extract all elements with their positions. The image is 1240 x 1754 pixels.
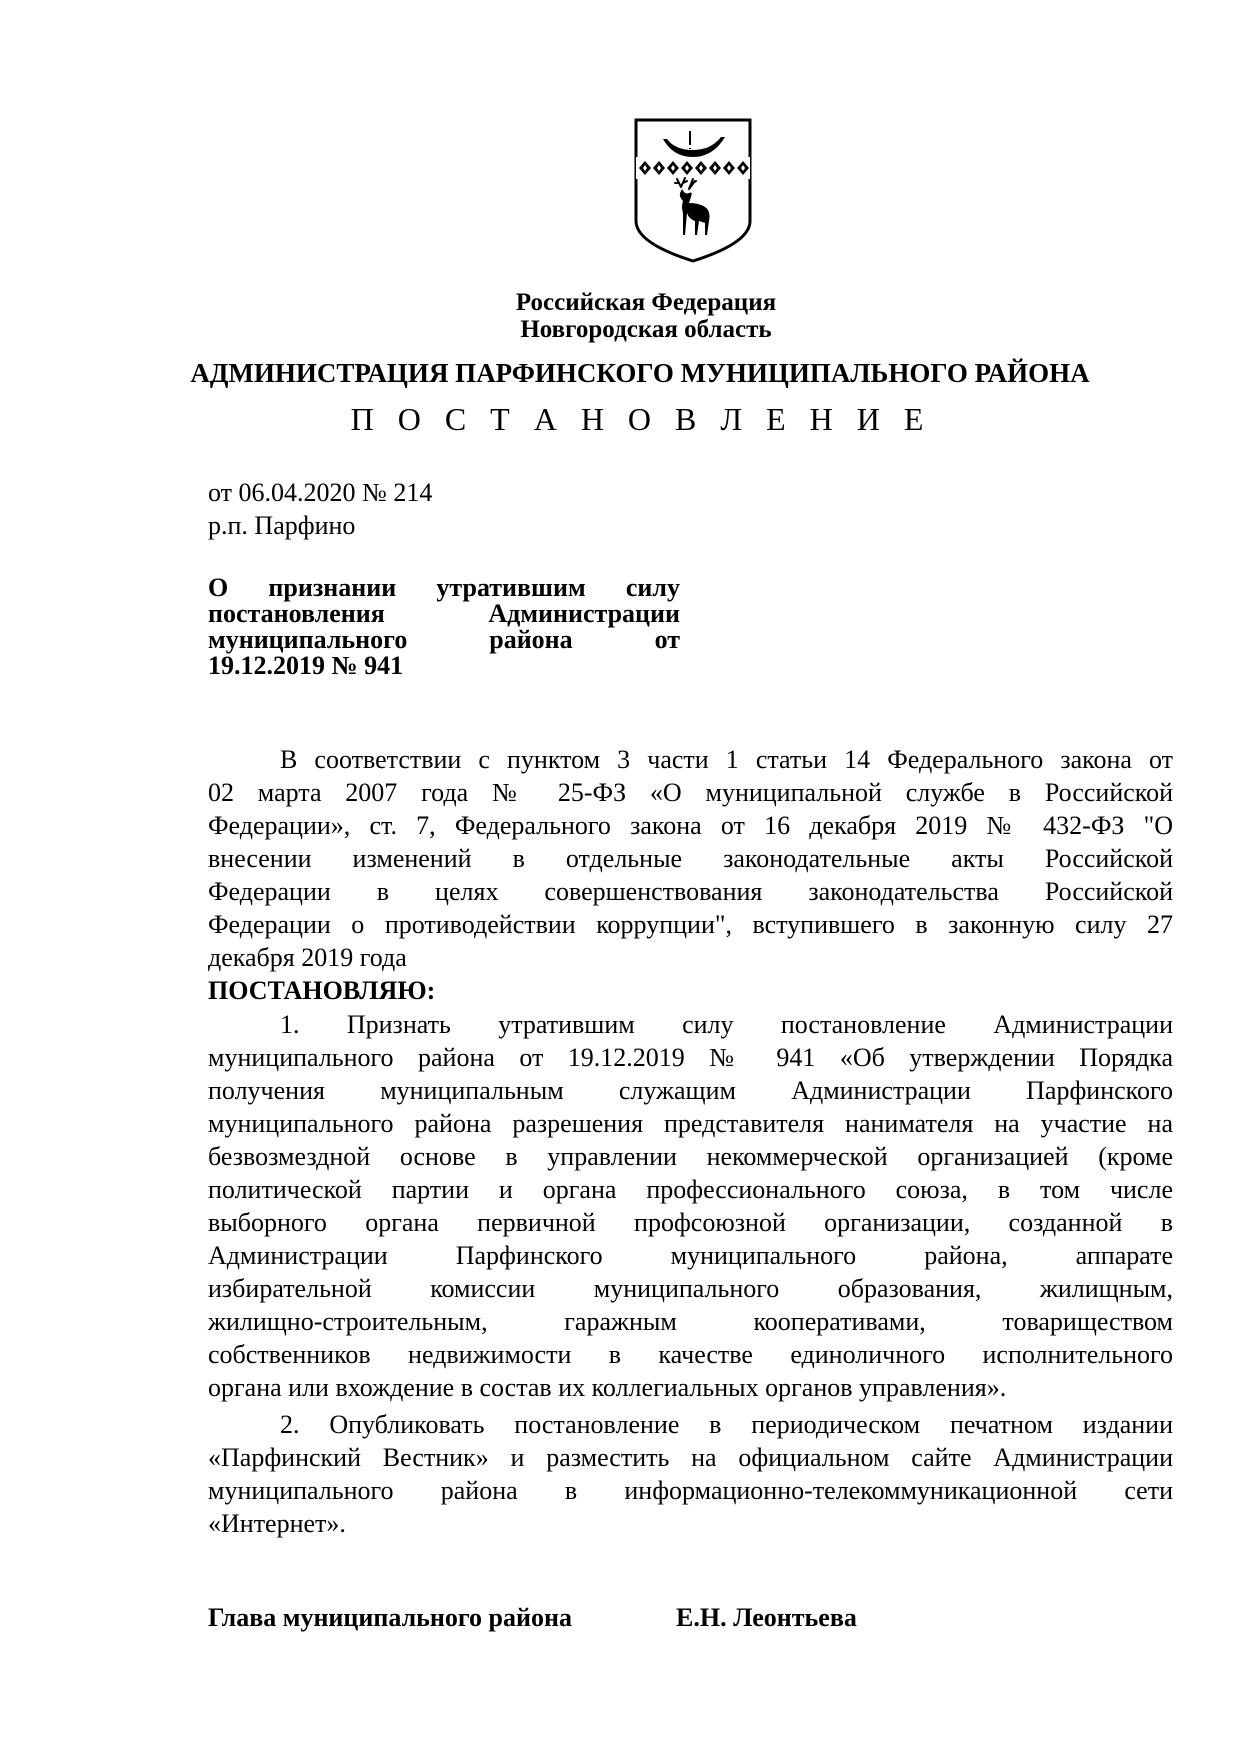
subject-line: 19.12.2019 № 941	[208, 651, 404, 680]
decree-heading: ПОСТАНОВЛЯЮ:	[208, 976, 436, 1005]
item-line: 1. Признать утратившим силу постановление Администрации	[280, 1010, 1173, 1039]
subject-line: постановления Администрации	[208, 599, 680, 628]
subject-line: муниципального района от	[208, 625, 680, 654]
preamble-line: Федерации о противодействии коррупции", вступившего в законную силу 27	[208, 910, 1173, 939]
item-line: муниципального района разрешения представителя нанимателя на участие на	[208, 1109, 1173, 1138]
subject-line: О признании утратившим силу	[208, 573, 680, 602]
item-line: Администрации Парфинского муниципального района, аппарате	[208, 1241, 1173, 1270]
item-line: избирательной комиссии муниципального образования, жилищным,	[208, 1274, 1173, 1303]
authority-name: АДМИНИСТРАЦИЯ ПАРФИНСКОГО МУНИЦИПАЛЬНОГО РАЙОНА	[190, 358, 1090, 388]
item-line: 2. Опубликовать постановление в периодическом печатном издании	[280, 1410, 1173, 1439]
decree-item-1	[208, 1008, 1173, 1404]
item-line: муниципального района от 19.12.2019 № 941 «Об утверждении Порядка	[208, 1043, 1173, 1072]
preamble-line: внесении изменений в отдельные законодательные акты Российской	[208, 844, 1173, 873]
item-line: органа или вхождение в состав их коллегиальных органов управления».	[208, 1373, 1007, 1402]
document-subject	[208, 575, 680, 679]
document-date-number: от 06.04.2020 № 214	[208, 478, 433, 507]
item-line: политической партии и органа профессионального союза, в том числе	[208, 1175, 1173, 1204]
signatory-name: Е.Н. Леонтьева	[676, 1603, 857, 1632]
item-line: выборного органа первичной профсоюзной организации, созданной в	[208, 1208, 1173, 1237]
item-line: «Интернет».	[208, 1509, 346, 1538]
preamble-line: В соответствии с пунктом 3 части 1 статьи 14 Федерального закона от	[280, 745, 1173, 774]
item-line: «Парфинский Вестник» и разместить на официальном сайте Администрации	[208, 1443, 1173, 1472]
preamble-line: декабря 2019 года	[208, 943, 407, 972]
preamble-paragraph	[208, 743, 1173, 974]
item-line: муниципального района в информационно-телекоммуникационной сети	[208, 1476, 1173, 1505]
signatory-title: Глава муниципального района	[208, 1603, 572, 1632]
country-name: Российская Федерация	[515, 289, 777, 316]
decree-item-2	[208, 1408, 1173, 1540]
preamble-line: Федерации», ст. 7, Федерального закона от 16 декабря 2019 № 432-ФЗ "О	[208, 811, 1173, 840]
item-line: жилищно-строительным, гаражным кооперативами, товариществом	[208, 1307, 1173, 1336]
item-line: собственников недвижимости в качестве единоличного исполнительного	[208, 1340, 1173, 1369]
document-type: П О С Т А Н О В Л Е Н И Е	[350, 401, 932, 437]
document-place: р.п. Парфино	[208, 511, 356, 540]
item-line: безвозмездной основе в управлении некоммерческой организацией (кроме	[208, 1142, 1173, 1171]
region-name: Новгородская область	[520, 316, 772, 343]
preamble-line: 02 марта 2007 года № 25-ФЗ «О муниципальной службе в Российской	[208, 778, 1173, 807]
item-line: получения муниципальным служащим Администрации Парфинского	[208, 1076, 1173, 1105]
preamble-line: Федерации в целях совершенствования законодательства Российской	[208, 877, 1173, 906]
coat-of-arms-icon	[633, 117, 753, 265]
